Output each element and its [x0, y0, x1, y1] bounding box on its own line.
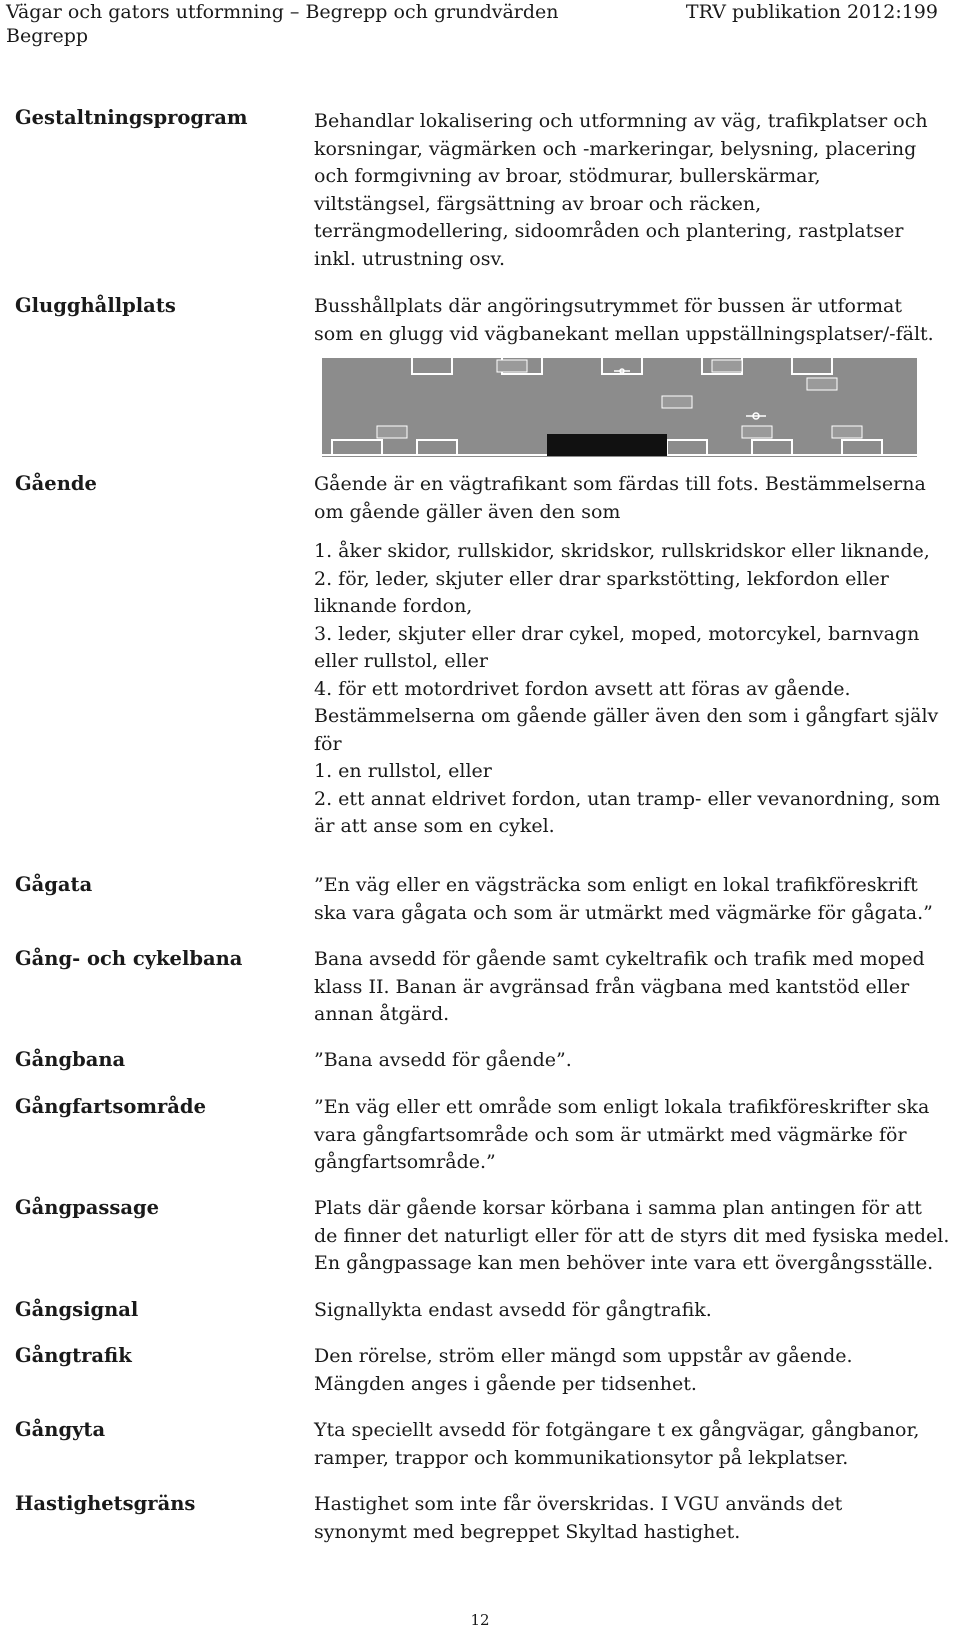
definition-gangbana — [314, 1047, 954, 1075]
bus-bay — [547, 434, 667, 456]
definition-line: Behandlar lokalisering och utformning av väg, trafikplatser och — [314, 110, 928, 132]
definition-line: synonymt med begreppet Skyltad hastighet. — [314, 1520, 741, 1543]
list-item: 3. leder, skjuter eller drar cykel, moped, motorcykel, barnvagn — [314, 622, 920, 645]
definition-line: som en glugg vid vägbanekant mellan uppställningsplatser/-fält. — [314, 322, 934, 345]
definition-line: Mängden anges i gående per tidsenhet. — [314, 1372, 697, 1395]
page-number: 12 — [470, 1611, 490, 1629]
term-gangyta: Gångyta — [15, 1418, 106, 1441]
definition-line: Bana avsedd för gående samt cykeltrafik och trafik med moped — [314, 948, 925, 970]
list-item: 1. åker skidor, rullskidor, skridskor, rullskridskor eller liknande, — [314, 540, 930, 562]
definition-line: annan åtgärd. — [314, 1003, 450, 1025]
definition-line: inkl. utrustning osv. — [314, 247, 506, 270]
list-item: Bestämmelserna om gående gäller även den som i gångfart själv — [314, 705, 939, 727]
term-glugghallplats: Glugghållplats — [15, 294, 176, 317]
definition-line: och formgivning av broar, stödmurar, bullerskärmar, — [314, 165, 821, 187]
term-gangbana: Gångbana — [15, 1048, 126, 1071]
definition-line: Plats där gående korsar körbana i samma plan antingen för att — [314, 1197, 922, 1219]
page-header-left — [6, 0, 559, 48]
definition-gangsignal — [314, 1297, 954, 1325]
definition-gangtrafik — [314, 1343, 954, 1398]
definition-line: vara gångfartsområde och som är utmärkt med vägmärke för — [314, 1123, 907, 1146]
definition-line: ”En väg eller en vägsträcka som enligt en lokal trafikföreskrift — [314, 874, 918, 896]
definition-line: Busshållplats där angöringsutrymmet för bussen är utformat — [314, 295, 903, 317]
definition-line: Hastighet som inte får överskridas. I VGU används det — [314, 1493, 843, 1515]
term-gestaltningsprogram: Gestaltningsprogram — [15, 106, 248, 129]
definition-line: Gående är en vägtrafikant som färdas till fots. Bestämmelserna — [314, 473, 926, 495]
definition-gangpassage — [314, 1195, 954, 1278]
definition-line: ”En väg eller ett område som enligt lokala trafikföreskrifter ska — [314, 1096, 930, 1118]
definition-line: Signallykta endast avsedd för gångtrafik. — [314, 1299, 712, 1321]
definition-line: viltstängsel, färgsättning av broar och räcken, — [314, 192, 762, 215]
definition-gestaltningsprogram — [314, 108, 954, 273]
definition-hastighetsgrans — [314, 1491, 954, 1546]
definition-line: korsningar, vägmärken och -markeringar, belysning, placering — [314, 137, 917, 160]
term-gangtrafik: Gångtrafik — [15, 1344, 132, 1367]
list-item: 2. för, leder, skjuter eller drar sparkstötting, lekfordon eller — [314, 567, 889, 590]
definition-gagata — [314, 872, 954, 927]
definition-gaende — [314, 471, 954, 526]
document-title: Vägar och gators utformning – Begrepp och grundvärden — [6, 1, 559, 23]
term-gangsignal: Gångsignal — [15, 1298, 139, 1321]
definition-line: ska vara gågata och som är utmärkt med vägmärke för gågata.” — [314, 901, 933, 924]
term-hastighetsgrans: Hastighetsgräns — [15, 1492, 196, 1515]
term-gang-och-cykelbana: Gång- och cykelbana — [15, 947, 243, 970]
list-item: 4. för ett motordrivet fordon avsett att föras av gående. — [314, 677, 851, 700]
gaende-list — [314, 538, 954, 841]
section-title: Begrepp — [6, 25, 89, 47]
definition-line: klass II. Banan är avgränsad från vägbana med kantstöd eller — [314, 975, 910, 998]
definition-line: En gångpassage kan men behöver inte vara ett övergångsställe. — [314, 1252, 934, 1274]
list-item: för — [314, 732, 342, 755]
term-gaende: Gående — [15, 472, 97, 495]
term-gagata: Gågata — [15, 873, 93, 896]
definition-line: terrängmodellering, sidoområden och plantering, rastplatser — [314, 220, 904, 242]
term-gangpassage: Gångpassage — [15, 1196, 160, 1219]
definition-line: ”Bana avsedd för gående”. — [314, 1049, 572, 1071]
definition-gangfartsomrade — [314, 1094, 954, 1177]
publication-id: TRV publikation 2012:199 — [685, 1, 938, 23]
list-item: eller rullstol, eller — [314, 650, 488, 672]
definition-line: Yta speciellt avsedd för fotgängare t ex gångvägar, gångbanor, — [314, 1419, 920, 1441]
definition-line: om gående gäller även den som — [314, 500, 621, 523]
bus-bay-diagram — [322, 356, 917, 457]
definition-glugghallplats — [314, 293, 954, 348]
definition-line: de finner det naturligt eller för att de styrs dit med fysiska medel. — [314, 1224, 950, 1247]
definition-gangyta — [314, 1417, 954, 1472]
definition-gang-och-cykelbana — [314, 946, 954, 1029]
definition-line: gångfartsområde.” — [314, 1151, 496, 1173]
definition-line: ramper, trappor och kommunikationsytor på lekplatser. — [314, 1446, 849, 1469]
list-item: 2. ett annat eldrivet fordon, utan tramp- eller vevanordning, som — [314, 787, 941, 810]
list-item: 1. en rullstol, eller — [314, 760, 492, 782]
term-gangfartsomrade: Gångfartsområde — [15, 1095, 206, 1118]
list-item: liknande fordon, — [314, 595, 473, 617]
definition-line: Den rörelse, ström eller mängd som uppstår av gående. — [314, 1345, 853, 1367]
list-item: är att anse som en cykel. — [314, 815, 555, 837]
